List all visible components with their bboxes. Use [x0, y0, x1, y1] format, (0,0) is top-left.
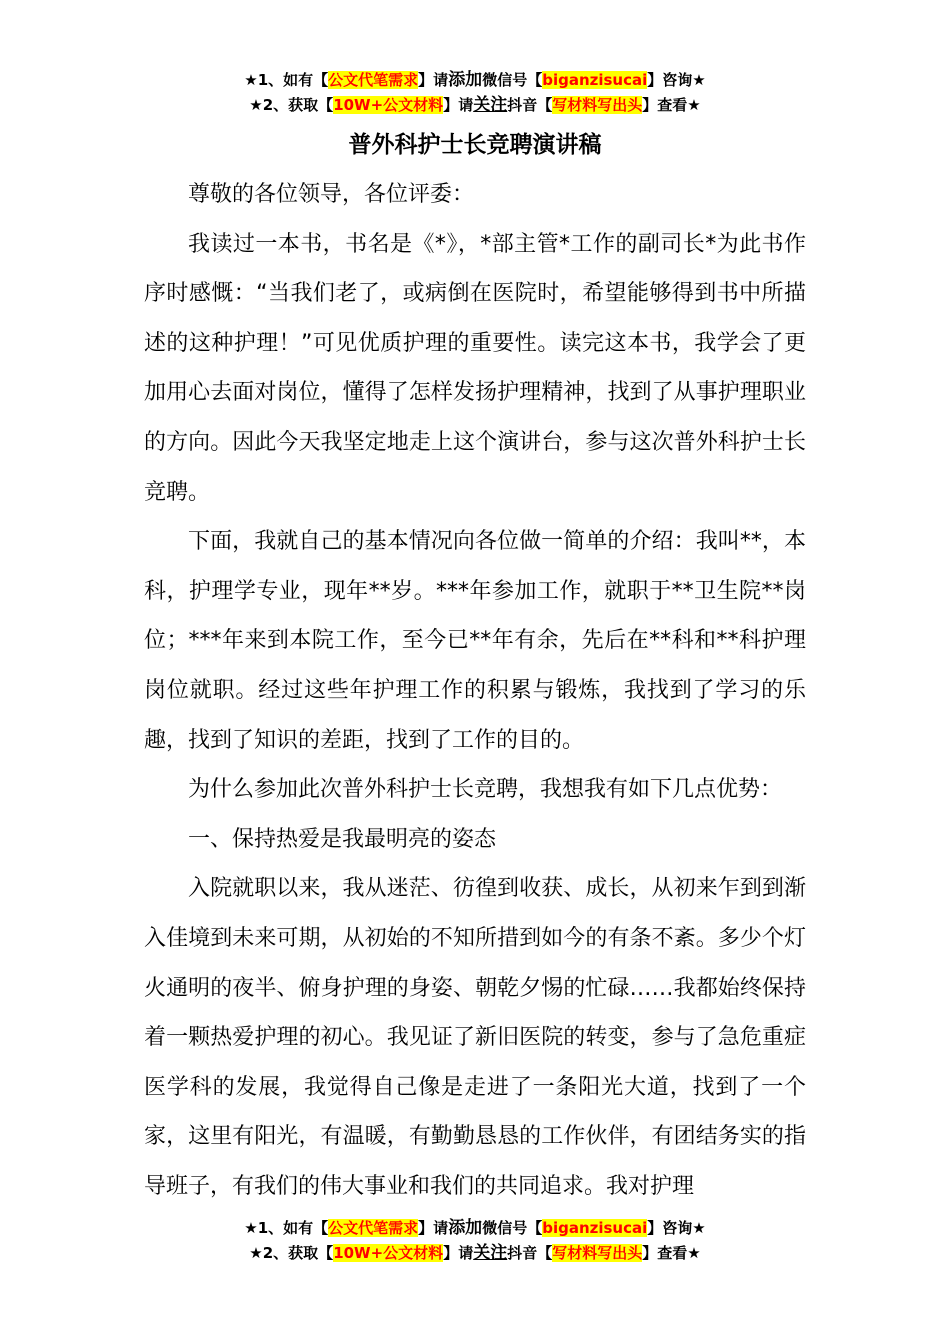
banner-highlight: 公文代笔需求: [328, 71, 419, 89]
banner-highlight: 写材料写出头: [552, 1244, 643, 1262]
banner-text: 】查看★: [642, 96, 701, 114]
section-heading: 一、保持热爱是我最明亮的姿态: [188, 826, 497, 852]
banner-text: ★1、如有【: [244, 1219, 329, 1237]
banner-text: 抖音【: [507, 1244, 553, 1262]
banner-text: 】请: [443, 96, 474, 114]
banner-highlight: 10W+公文材料: [333, 1244, 444, 1262]
banner-text: 】咨询★: [647, 1219, 706, 1237]
banner-text: 微信号【: [482, 71, 543, 89]
banner-text: 】请: [443, 1244, 474, 1262]
banner-text: 】请: [418, 1219, 449, 1237]
banner-line-1: [0, 1216, 950, 1241]
document-title: 普外科护士长竞聘演讲稿: [348, 132, 602, 158]
top-banner: [0, 68, 950, 118]
banner-highlight: 公文代笔需求: [328, 1219, 419, 1237]
banner-highlight: 写材料写出头: [552, 96, 643, 114]
banner-text: 】请: [418, 71, 449, 89]
banner-highlight: 10W+公文材料: [333, 96, 444, 114]
banner-emphasis: 添加: [448, 1218, 483, 1238]
body-paragraph: 入院就职以来，我从迷茫、彷徨到收获、成长，从初来乍到到渐入佳境到未来可期，从初始的不知所措到如今的有条不紊。多少个灯火通明的夜半、俯身护理的身姿、朝乾夕惕的忙碌……我都始终保持着一颗热爱护理的初心。我见证了新旧医院的转变，参与了急危重症医学科的发展，我觉得自己像是走进了一条阳光大道，找到了一个家，这里有阳光，有温暖，有勤勤恳恳的工作伙伴，有团结务实的指导班子，有我们的伟大事业和我们的共同追求。我对护理: [144, 876, 806, 1199]
banner-text: ★2、获取【: [249, 96, 334, 114]
body-paragraph: 为什么参加此次普外科护士长竞聘，我想我有如下几点优势：: [188, 777, 783, 803]
body-paragraph: 尊敬的各位领导，各位评委：: [188, 182, 475, 207]
banner-highlight: biganzisucai: [542, 1219, 648, 1237]
banner-text: 】咨询★: [647, 71, 706, 89]
banner-text: 】查看★: [642, 1244, 701, 1262]
banner-emphasis: 关注: [473, 95, 508, 115]
banner-text: ★2、获取【: [249, 1244, 334, 1262]
banner-text: 抖音【: [507, 96, 553, 114]
document-body: [144, 170, 806, 1211]
banner-highlight: biganzisucai: [542, 71, 648, 89]
banner-text: ★1、如有【: [244, 71, 329, 89]
bottom-banner: [0, 1216, 950, 1266]
body-paragraph: 下面，我就自己的基本情况向各位做一简单的介绍：我叫**，本科，护理学专业，现年**岁。***年参加工作，就职于**卫生院**岗位；***年来到本院工作，至今已**年有余，先后在**科和**科护理岗位就职。经过这些年护理工作的积累与锻炼，我找到了学习的乐趣，找到了知识的差距，找到了工作的目的。: [144, 529, 806, 753]
banner-line-1: [0, 68, 950, 93]
banner-emphasis: 添加: [448, 70, 483, 90]
banner-line-2: [0, 1241, 950, 1266]
banner-emphasis: 关注: [473, 1243, 508, 1263]
banner-line-2: [0, 93, 950, 118]
banner-text: 微信号【: [482, 1219, 543, 1237]
body-paragraph: 我读过一本书，书名是《*》，*部主管*工作的副司长*为此书作序时感慨：“当我们老了，或病倒在医院时，希望能够得到书中所描述的这种护理！”可见优质护理的重要性。读完这本书，我学会了更加用心去面对岗位，懂得了怎样发扬护理精神，找到了从事护理职业的方向。因此今天我坚定地走上这个演讲台，参与这次普外科护士长竞聘。: [144, 231, 806, 505]
